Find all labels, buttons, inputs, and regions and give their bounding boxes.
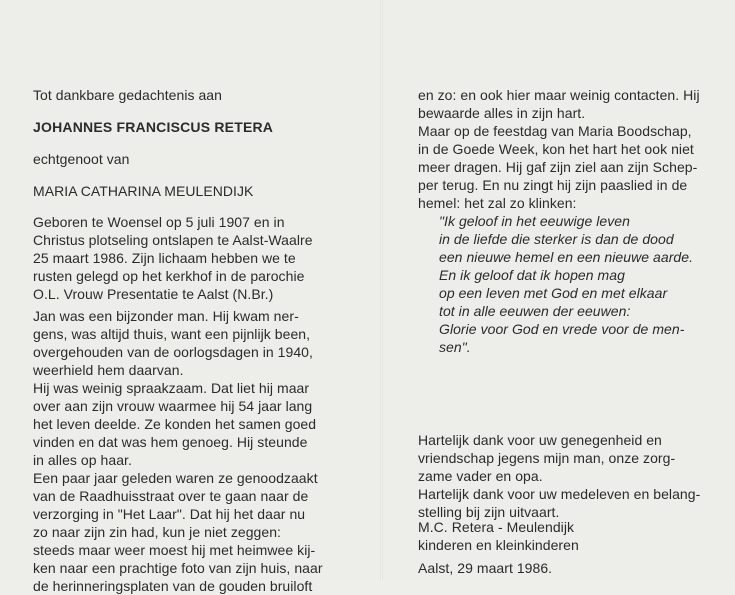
text-line: zame vader en opa. [418,468,543,484]
text-line: O.L. Vrouw Presentatie te Aalst (N.Br.) [33,286,274,302]
quote-line: En ik geloof dat ik hopen mag [439,267,625,283]
text-line: weerhield hem daarvan. [33,362,184,378]
signature-line: M.C. Retera - Meulendijk [418,519,575,535]
signature-line: kinderen en kleinkinderen [418,537,579,553]
text-line: overgehouden van de oorlogsdagen in 1940, [33,344,313,360]
text-line: verzorging in "Het Laar". Dat hij het daar nu [33,506,306,522]
text-line: 25 maart 1986. Zijn lichaam hebben we te [33,250,296,266]
text-line: over aan zijn vrouw waarmee hij 54 jaar lang [33,398,313,414]
spouse-name: MARIA CATHARINA MEULENDIJK [33,183,254,199]
text-line: gens, was altijd thuis, want een pijnlijk been, [33,326,311,342]
text-line: zo naar zijn zin had, kun je niet zeggen: [33,524,281,540]
text-line: steeds maar weer moest hij met heimwee kij- [33,542,316,558]
text-line: in alles op haar. [33,452,132,468]
text-line: de herinneringsplaten van de gouden bruiloft [33,578,313,594]
text-line: stelling bij zijn uitvaart. [418,504,560,520]
quote-line: "Ik geloof in het eeuwige leven [439,213,630,229]
text-line: bewaarde alles in zijn hart. [418,105,586,121]
quote-line: een nieuwe hemel en een nieuwe aarde. [439,249,694,265]
text-line: hemel: het zal zo klinken: [418,195,577,211]
text-line: Jan was een bijzonder man. Hij kwam ner- [33,308,299,324]
text-line: van de Raadhuisstraat over te gaan naar de [33,488,309,504]
text-line: het leven deelde. Ze konden het samen goed [33,416,317,432]
text-line: Hij was weinig spraakzaam. Dat liet hij maar [33,380,310,396]
text-line: rusten gelegd op het kerkhof in de parochie [33,268,305,284]
quote-line: Glorie voor God en vrede voor de men- [439,321,685,337]
quote-line: op een leven met God en met elkaar [439,285,668,301]
spouse-intro: echtgenoot van [33,151,130,167]
quote-line: tot in alle eeuwen der eeuwen: [439,303,631,319]
text-line: en zo: en ook hier maar weinig contacten. Hij [418,87,700,103]
text-line: Hartelijk dank voor uw medeleven en belang- [418,486,701,502]
deceased-name: JOHANNES FRANCISCUS RETERA [33,119,274,135]
card-fold [380,0,383,580]
date-place: Aalst, 29 maart 1986. [418,560,553,576]
text-line: per terug. En nu zingt hij zijn paaslied in de [418,177,688,193]
quote-line: sen". [439,339,471,355]
text-line: meer dragen. Hij gaf zijn ziel aan zijn Schep- [418,159,698,175]
text-line: Hartelijk dank voor uw genegenheid en [418,432,662,448]
text-line: ken naar een prachtige foto van zijn huis, naar [33,560,323,576]
text-line: vriendschap jegens mijn man, onze zorg- [418,450,676,466]
text-line: Maar op de feestdag van Maria Boodschap, [418,123,692,139]
text-line: Christus plotseling ontslapen te Aalst-Waalre [33,232,313,248]
quote-line: in de liefde die sterker is dan de dood [439,231,674,247]
text-line: vinden en dat was hem genoeg. Hij steunde [33,434,308,450]
text-line: Een paar jaar geleden waren ze genoodzaakt [33,470,318,486]
intro-text: Tot dankbare gedachtenis aan [33,87,222,103]
text-line: in de Goede Week, kon het hart het ook niet [418,141,694,157]
text-line: Geboren te Woensel op 5 juli 1907 en in [33,214,285,230]
